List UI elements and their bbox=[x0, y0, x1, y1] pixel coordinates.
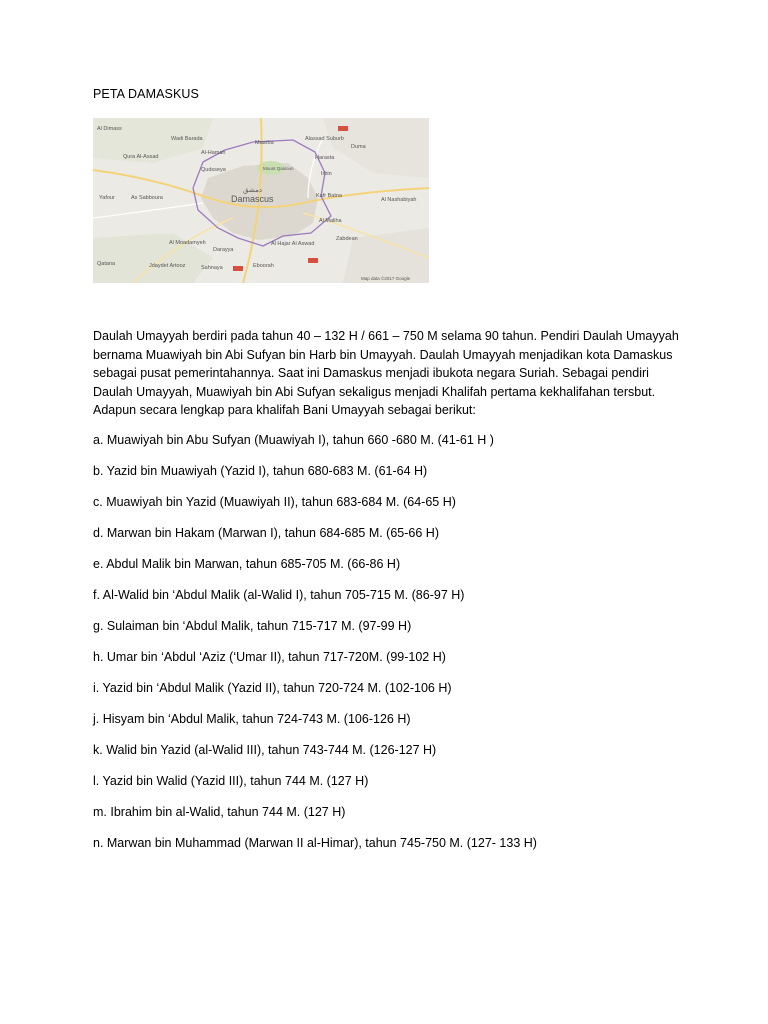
svg-text:Yafour: Yafour bbox=[99, 195, 115, 201]
list-item: n. Marwan bin Muhammad (Marwan II al-Himar), tahun 745-750 M. (127- 133 H) bbox=[93, 836, 537, 850]
svg-text:Qatana: Qatana bbox=[97, 261, 116, 267]
list-item: a. Muawiyah bin Abu Sufyan (Muawiyah I), tahun 660 -680 M. (41-61 H ) bbox=[93, 433, 494, 447]
svg-text:Duma: Duma bbox=[351, 144, 366, 150]
damascus-map bbox=[93, 118, 429, 283]
svg-text:Irbin: Irbin bbox=[321, 171, 332, 177]
svg-text:Qudsseya: Qudsseya bbox=[201, 167, 226, 173]
city-label-arabic: دمشق bbox=[243, 187, 262, 194]
svg-text:Kafr Batna: Kafr Batna bbox=[316, 193, 342, 199]
svg-text:Wadi Barada: Wadi Barada bbox=[171, 136, 203, 142]
svg-text:Qura Al-Assad: Qura Al-Assad bbox=[123, 154, 159, 160]
svg-text:Al Nashabiyah: Al Nashabiyah bbox=[381, 197, 417, 203]
svg-text:Al-Hamah: Al-Hamah bbox=[201, 150, 226, 156]
intro-paragraph: Daulah Umayyah berdiri pada tahun 40 – 132 H / 661 – 750 M selama 90 tahun. Pendiri Daulah Umayyah bernama Muawiyah bin Abi Sufyan bin Harb bin Umayyah. Daulah Umayyah menjadikan kota Damaskus sebagai pusat pemerintahannya. Saat ini Damaskus menjadi ibukota negara Suriah. Sebagai pendiri Daulah Umayyah, Muawiyah bin Abi Sufyan sekaligus menjadi Khalifah pertama kekhalifahan tersbut. Adapun secara lengkap para khalifah Bani Umayyah sebagai berikut: bbox=[93, 329, 679, 418]
svg-text:Al Moadamyeh: Al Moadamyeh bbox=[169, 240, 206, 246]
city-label: Damascus bbox=[231, 194, 274, 204]
svg-text:As Sabboura: As Sabboura bbox=[131, 195, 163, 201]
svg-text:Harasta: Harasta bbox=[315, 155, 335, 161]
list-item: l. Yazid bin Walid (Yazid III), tahun 744 M. (127 H) bbox=[93, 774, 369, 788]
svg-text:Jdaydet Artooz: Jdaydet Artooz bbox=[149, 263, 186, 269]
list-item: d. Marwan bin Hakam (Marwan I), tahun 684-685 M. (65-66 H) bbox=[93, 526, 439, 540]
map-graphic bbox=[93, 118, 429, 283]
list-item: i. Yazid bin ‘Abdul Malik (Yazid II), tahun 720-724 M. (102-106 H) bbox=[93, 681, 452, 695]
svg-text:Al Dimass: Al Dimass bbox=[97, 126, 122, 132]
page-heading: PETA DAMASKUS bbox=[93, 87, 199, 101]
svg-text:Eboorah: Eboorah bbox=[253, 263, 274, 269]
svg-text:Al Hajar Al Aswad: Al Hajar Al Aswad bbox=[271, 241, 315, 247]
list-item: j. Hisyam bin ‘Abdul Malik, tahun 724-743 M. (106-126 H) bbox=[93, 712, 411, 726]
map-copyright: Map data ©2017 Google bbox=[361, 276, 411, 281]
list-item: g. Sulaiman bin ‘Abdul Malik, tahun 715-717 M. (97-99 H) bbox=[93, 619, 412, 633]
svg-text:Zabdean: Zabdean bbox=[336, 236, 358, 242]
svg-text:Alassad Suburb: Alassad Suburb bbox=[305, 136, 344, 142]
svg-text:Sahnaya: Sahnaya bbox=[201, 265, 223, 271]
list-item: c. Muawiyah bin Yazid (Muawiyah II), tahun 683-684 M. (64-65 H) bbox=[93, 495, 456, 509]
svg-text:Maarba: Maarba bbox=[255, 140, 274, 146]
list-item: e. Abdul Malik bin Marwan, tahun 685-705 M. (66-86 H) bbox=[93, 557, 401, 571]
list-item: f. Al-Walid bin ‘Abdul Malik (al-Walid I), tahun 705-715 M. (86-97 H) bbox=[93, 588, 465, 602]
list-item: k. Walid bin Yazid (al-Walid III), tahun 743-744 M. (126-127 H) bbox=[93, 743, 437, 757]
svg-text:Darayya: Darayya bbox=[213, 247, 234, 253]
list-item: b. Yazid bin Muawiyah (Yazid I), tahun 680-683 M. (61-64 H) bbox=[93, 464, 428, 478]
svg-text:Mount Qasioun: Mount Qasioun bbox=[263, 166, 294, 171]
svg-text:Al Maliha: Al Maliha bbox=[319, 218, 342, 224]
list-item: m. Ibrahim bin al-Walid, tahun 744 M. (127 H) bbox=[93, 805, 346, 819]
list-item: h. Umar bin ‘Abdul ‘Aziz (‘Umar II), tahun 717-720M. (99-102 H) bbox=[93, 650, 446, 664]
